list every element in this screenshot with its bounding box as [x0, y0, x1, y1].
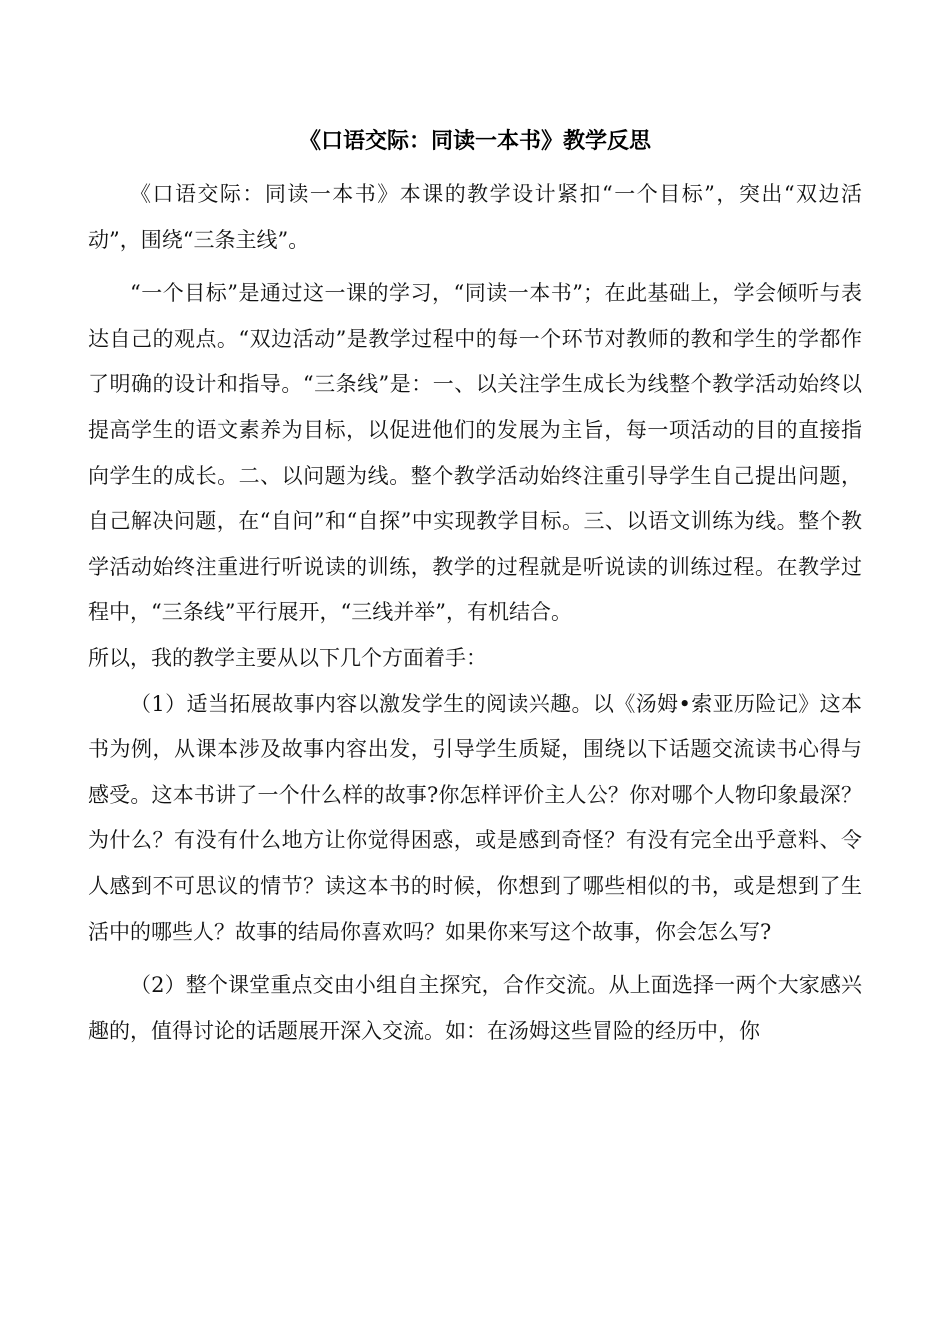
paragraph-intro: 《口语交际：同读一本书》本课的教学设计紧扣“一个目标”，突出“双边活动”，围绕“三条主线”。	[88, 182, 862, 252]
paragraph-goals-and-lines: “一个目标”是通过这一课的学习，“同读一本书”；在此基础上，学会倾听与表达自己的观点。“双边活动”是教学过程中的每一个环节对教师的教和学生的学都作了明确的设计和指导。“三条线”是：一、以关注学生成长为线整个教学活动始终以提高学生的语文素养为目标，以促进他们的发展为主旨，每一项活动的目的直接指向学生的成长。二、以问题为线。整个教学活动始终注重引导学生自己提出问题，自己解决问题，在“自问”和“自探”中实现教学目标。三、以语文训练为线。整个教学活动始终注重进行听说读的训练，教学的过程就是听说读的训练过程。在教学过程中，“三条线”平行展开，“三线并举”，有机结合。	[88, 281, 862, 625]
paragraph-point-2: （2）整个课堂重点交由小组自主探究，合作交流。从上面选择一两个大家感兴趣的，值得讨论的话题展开深入交流。如：在汤姆这些冒险的经历中，你	[88, 973, 862, 1043]
document-body	[88, 172, 862, 1054]
paragraph-approach-lead: 所以，我的教学主要从以下几个方面着手：	[88, 645, 487, 670]
paragraph-point-1: （1）适当拓展故事内容以激发学生的阅读兴趣。以《汤姆•索亚历险记》这本书为例，从课本涉及故事内容出发，引导学生质疑，围绕以下话题交流读书心得与感受。这本书讲了一个什么样的故事?你怎样评价主人公？你对哪个人物印象最深？为什么？有没有什么地方让你觉得困惑，或是感到奇怪？有没有完全出乎意料、令人感到不可思议的情节？读这本书的时候，你想到了哪些相似的书，或是想到了生活中的哪些人？故事的结局你喜欢吗？如果你来写这个故事，你会怎么写?	[88, 691, 862, 944]
document-title: 《口语交际：同读一本书》教学反思	[298, 129, 651, 154]
